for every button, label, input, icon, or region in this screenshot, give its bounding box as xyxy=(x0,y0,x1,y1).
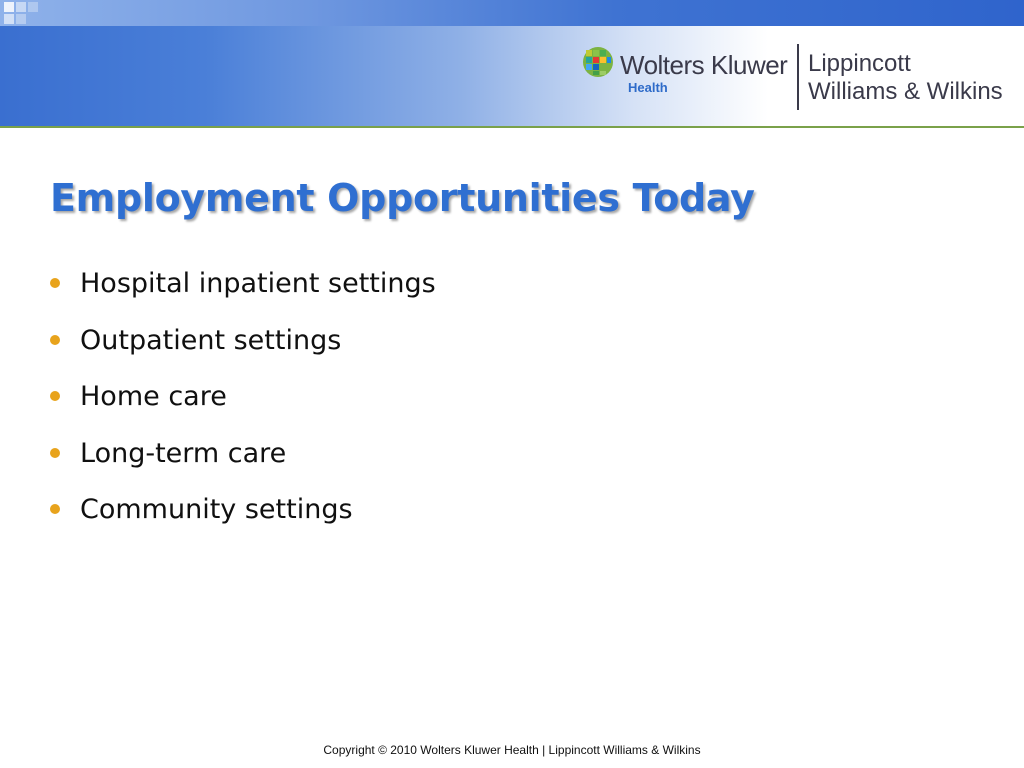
bullet-text: Long-term care xyxy=(80,437,287,469)
logo-divider xyxy=(797,44,799,110)
copyright-text: Copyright © 2010 Wolters Kluwer Health | Lippincott Williams & Wilkins xyxy=(323,743,701,757)
bullet-dot-icon xyxy=(50,391,60,401)
decorative-squares xyxy=(0,0,60,26)
bullet-dot-icon xyxy=(50,448,60,458)
bullet-text: Hospital inpatient settings xyxy=(80,268,436,299)
header-top-strip xyxy=(0,0,1024,26)
bullet-dot-icon xyxy=(50,335,60,345)
bullet-text: Outpatient settings xyxy=(80,324,342,356)
bullet-item xyxy=(48,375,436,432)
bullet-text: Home care xyxy=(80,381,227,412)
header-divider xyxy=(0,126,1024,128)
bullet-list xyxy=(48,262,436,545)
slide-title: Employment Opportunities Today xyxy=(50,176,755,220)
logo-publisher-line-2: Williams & Wilkins xyxy=(808,78,1003,105)
bullet-item xyxy=(48,432,436,489)
logo-company-name: Wolters Kluwer xyxy=(620,50,788,80)
publisher-logo xyxy=(578,40,1024,116)
bullet-item xyxy=(48,488,436,545)
bullet-item xyxy=(48,319,436,376)
bullet-dot-icon xyxy=(50,278,60,288)
logo-publisher-line-1: Lippincott xyxy=(808,50,911,77)
logo-division-name: Health xyxy=(628,80,668,95)
copyright-footer xyxy=(0,743,1024,757)
globe-logo-icon xyxy=(582,46,614,78)
bullet-dot-icon xyxy=(50,504,60,514)
bullet-text: Community settings xyxy=(80,494,353,525)
bullet-item xyxy=(48,262,436,319)
